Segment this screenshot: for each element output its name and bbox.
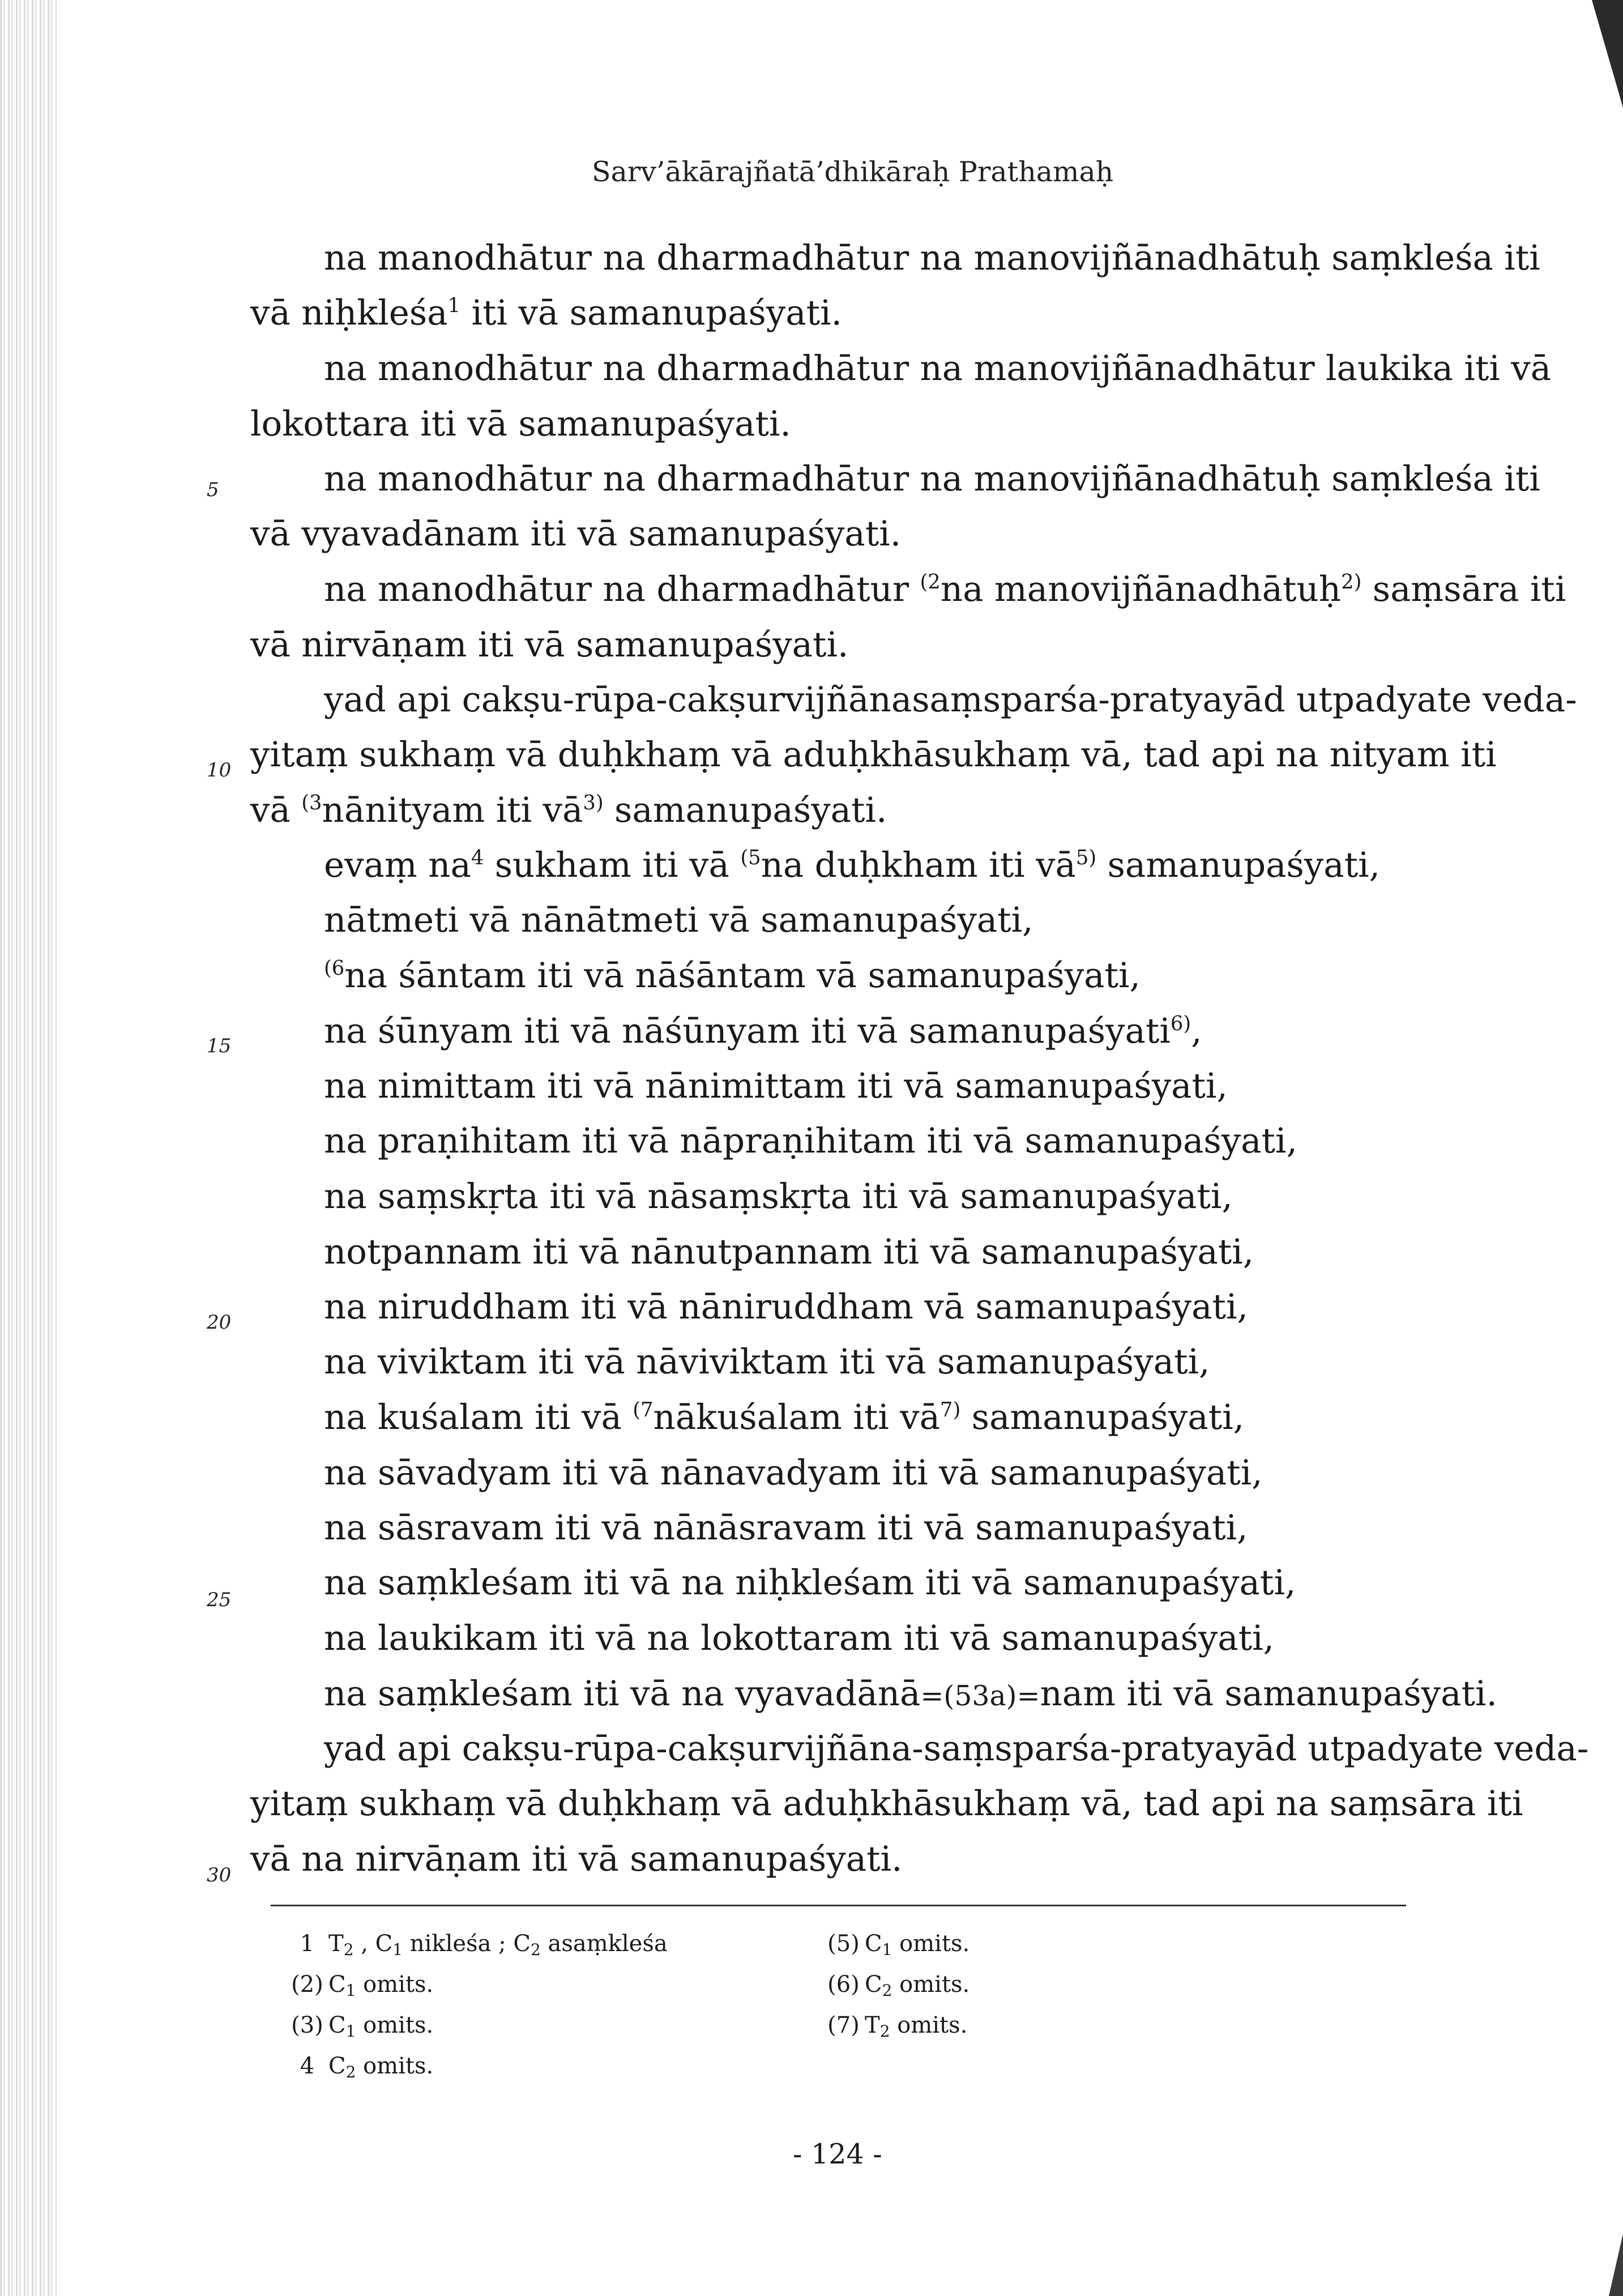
footnote: 1 $T_2$ , $C_1$ nikleśa ; $C_2$ asaṃkleśa [300, 1931, 668, 1959]
footnote: (6) $C_2$ omits. [827, 1971, 970, 2000]
footnote-marker: 6) [1170, 1012, 1191, 1036]
scan-corner-mark-bottom [1609, 2234, 1623, 2296]
page-number: - 124 - [793, 2138, 882, 2170]
footnote-marker: 3) [583, 791, 604, 815]
footnote: (2) $C_1$ omits. [291, 1971, 434, 2000]
text-line: na manodhātur na dharmadhātur na manovijñānadhātur laukika iti vā [324, 348, 1552, 389]
footnote: (7) $T_2$ omits. [827, 2012, 968, 2041]
line-number: 5 [207, 479, 219, 501]
line-number: 30 [207, 1864, 232, 1887]
text-line: na sāvadyam iti vā nānavadyam iti vā samanupaśyati, [324, 1453, 1263, 1493]
text-line: yad api cakṣu-rūpa-cakṣurvijñānasaṃsparśa-pratyayād utpadyate veda- [324, 680, 1577, 720]
text-line: lokottara iti vā samanupaśyati. [250, 404, 791, 444]
footnote-marker: 2) [1341, 570, 1362, 594]
text-line: na niruddham iti vā nāniruddham vā samanupaśyati, [324, 1287, 1248, 1327]
text-line: na saṃskṛta iti vā nāsaṃskṛta iti vā samanupaśyati, [324, 1176, 1233, 1217]
text-line: na manodhātur na dharmadhātur na manovijñānadhātuḥ saṃkleśa iti [324, 238, 1540, 278]
footnote-marker: 7) [939, 1398, 961, 1422]
text-line: na praṇihitam iti vā nāpraṇihitam iti vā samanupaśyati, [324, 1121, 1297, 1161]
text-line: na manodhātur na dharmadhātur $^{(2}$na manovijñānadhātuḥ$^{2)}$ saṃsāra iti [324, 569, 1566, 609]
footnote: (5) $C_1$ omits. [827, 1931, 970, 1959]
footnote-marker: 5) [1075, 846, 1097, 870]
text-line: vā nirvāṇam iti vā samanupaśyati. [250, 625, 849, 665]
text-line: $^{(6}$na śāntam iti vā nāśāntam vā samanupaśyati, [324, 955, 1141, 996]
text-line: yitaṃ sukhaṃ vā duḥkhaṃ vā aduḥkhāsukhaṃ vā, tad api na saṃsāra iti [250, 1783, 1523, 1824]
footnote-marker: (2 [920, 570, 941, 594]
scan-binding-edge [0, 0, 57, 2296]
text-line: na manodhātur na dharmadhātur na manovijñānadhātuḥ saṃkleśa iti [324, 459, 1540, 499]
text-line: vā $^{(3}$nānityam iti $vā^{3)}$ samanupaśyati. [250, 790, 887, 830]
text-line: vā niḥkleśa$^1$ iti vā samanupaśyati. [250, 293, 843, 333]
scan-corner-mark [1592, 0, 1623, 108]
text-line: na saṃkleśam iti vā na vyavadānā=(53a)=nam iti vā samanupaśyati. [324, 1674, 1497, 1714]
footnote: 4 $C_2$ omits. [300, 2053, 434, 2081]
text-line: vā vyavadānam iti vā samanupaśyati. [250, 514, 902, 554]
text-line: na laukikam iti vā na lokottaram iti vā samanupaśyati, [324, 1618, 1275, 1658]
folio-reference: =(53a)= [920, 1680, 1040, 1712]
line-number: 25 [207, 1589, 232, 1611]
text-line: yitaṃ sukhaṃ vā duḥkhaṃ vā aduḥkhāsukhaṃ vā, tad api na nityam iti [250, 735, 1497, 775]
footnote-marker: 1 [447, 294, 461, 318]
text-line: na saṃkleśam iti vā na niḥkleśam iti vā samanupaśyati, [324, 1563, 1296, 1603]
text-line: na viviktam iti vā nāviviktam iti vā samanupaśyati, [324, 1342, 1210, 1382]
footnote-marker: 4 [471, 846, 484, 870]
text-line: nātmeti vā nānātmeti vā samanupaśyati, [324, 900, 1033, 940]
running-head: Sarv’ākārajñatā’dhikāraḥ Prathamaḥ [592, 156, 1114, 188]
footnote-marker: (7 [633, 1398, 654, 1422]
footnote: (3) $C_1$ omits. [291, 2012, 434, 2041]
footnote-marker: (6 [324, 957, 345, 980]
text-line: na kuśalam iti vā $^{(7}$nākuśalam iti $vā^{7)}$ samanupaśyati, [324, 1397, 1245, 1437]
text-line: evaṃ $na^4$ sukham iti vā $^{(5}$na duḥkham iti $vā^{5)}$ samanupaśyati, [324, 845, 1381, 885]
line-number: 15 [207, 1035, 232, 1057]
footnote-marker: (5 [740, 846, 761, 870]
text-line: yad api cakṣu-rūpa-cakṣurvijñāna-saṃsparśa-pratyayād utpadyate veda- [324, 1729, 1589, 1769]
footnote-rule [271, 1905, 1406, 1906]
text-line: na sāsravam iti vā nānāsravam iti vā samanupaśyati, [324, 1508, 1248, 1548]
footnote-marker: (3 [301, 791, 322, 815]
line-number: 10 [207, 759, 232, 782]
text-line: na śūnyam iti vā nāśūnyam iti vā samanupaśyati$^{6)}$, [324, 1011, 1202, 1051]
text-line: notpannam iti vā nānutpannam iti vā samanupaśyati, [324, 1232, 1254, 1272]
line-number: 20 [207, 1311, 232, 1334]
text-line: na nimittam iti vā nānimittam iti vā samanupaśyati, [324, 1066, 1228, 1106]
text-line: vā na nirvāṇam iti vā samanupaśyati. [250, 1839, 903, 1879]
